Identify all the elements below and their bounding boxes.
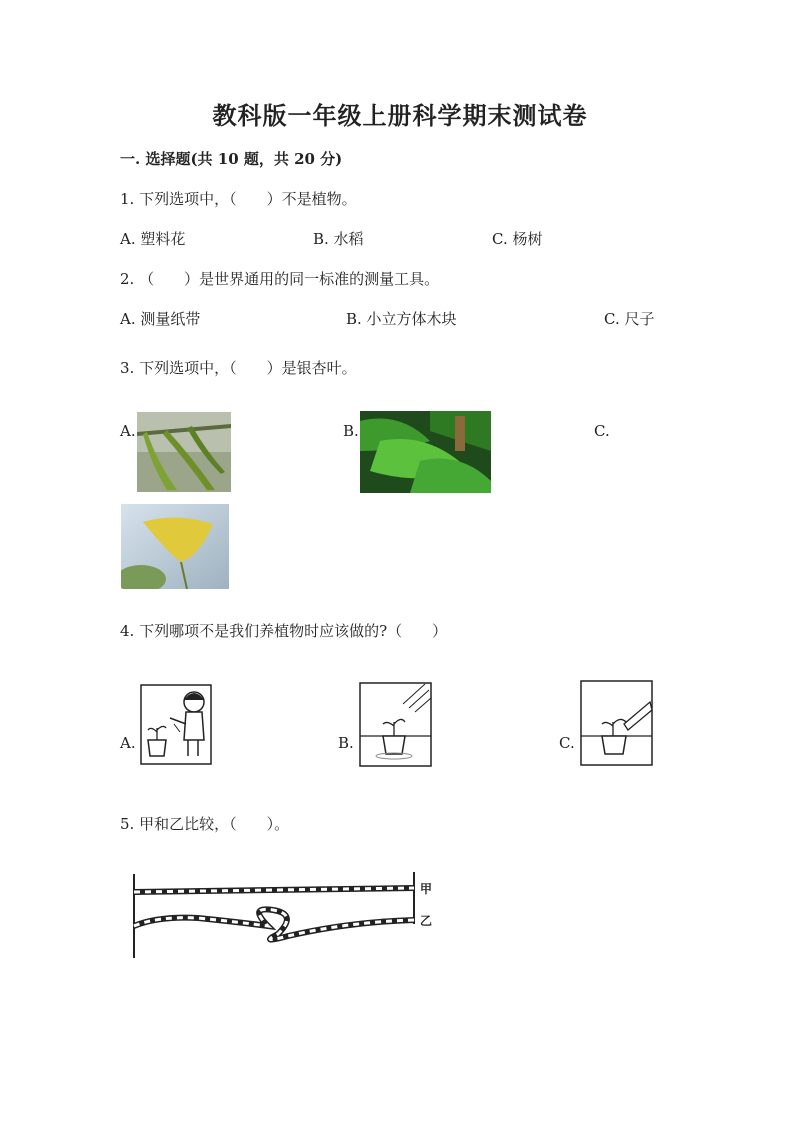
rope-label-jia: 甲 (420, 882, 433, 896)
q3-option-b-label: B. (343, 422, 359, 440)
question-1: 1. 下列选项中，（ ）不是植物。 (120, 190, 357, 208)
q3-option-a-label: A. (120, 422, 136, 440)
rope-comparison-figure (128, 866, 438, 962)
page-title: 教科版一年级上册科学期末测试卷 (212, 101, 588, 130)
section-heading: 一. 选择题(共 10 题，共 20 分) (120, 150, 343, 168)
question-4: 4. 下列哪项不是我们养植物时应该做的?（ ） (120, 622, 448, 640)
plant-in-sunlight (359, 682, 432, 767)
ginkgo-leaf-photo (121, 504, 229, 589)
child-watering-plant (140, 684, 212, 765)
q4-option-a-label: A. (120, 734, 136, 752)
hand-picking-plant (580, 680, 653, 766)
q4-option-b-label: B. (338, 734, 354, 752)
q4-option-c-label: C. (559, 734, 575, 752)
rope-label-yi: 乙 (420, 914, 433, 928)
question-3: 3. 下列选项中，（ ）是银杏叶。 (120, 359, 357, 377)
q2-option-b: B. 小立方体木块 (346, 310, 457, 328)
q1-option-c: C. 杨树 (492, 230, 543, 248)
q2-option-c: C. 尺子 (604, 310, 655, 328)
q2-option-a: A. 测量纸带 (120, 310, 201, 328)
banana-leaf-photo (360, 411, 491, 493)
question-5: 5. 甲和乙比较，（ ）。 (120, 815, 290, 833)
bamboo-leaf-photo (137, 412, 231, 492)
q3-option-c-label: C. (594, 422, 610, 440)
question-2: 2. （ ）是世界通用的同一标准的测量工具。 (120, 270, 440, 288)
q1-option-a: A. 塑料花 (120, 230, 186, 248)
q1-option-b: B. 水稻 (313, 230, 364, 248)
